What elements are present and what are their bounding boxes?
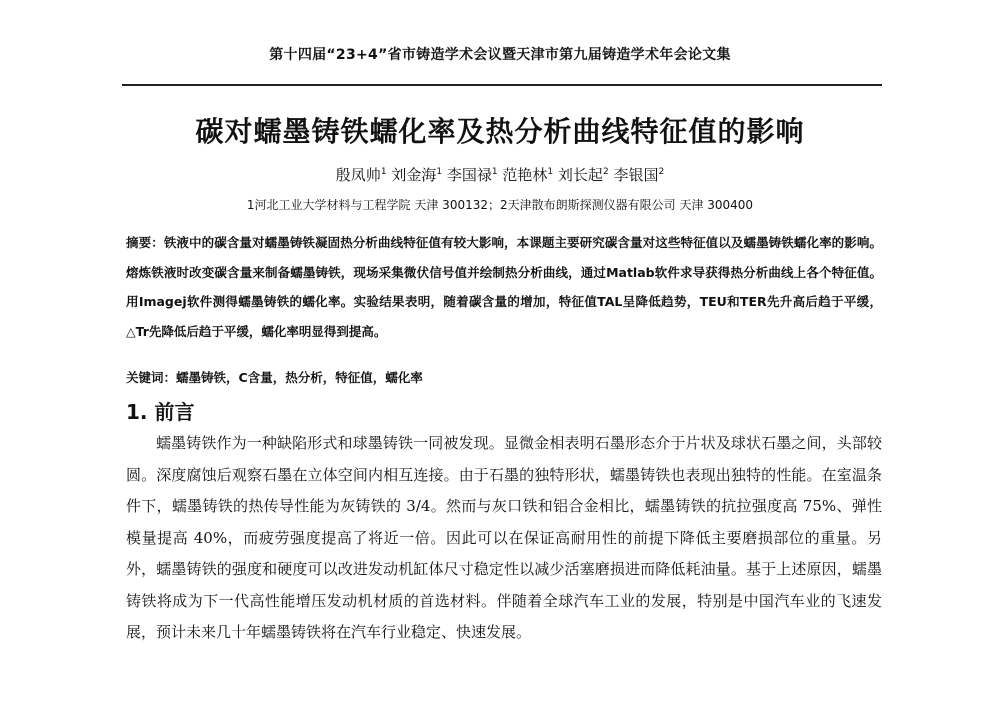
abstract-text: 铁液中的碳含量对蠕墨铸铁凝固热分析曲线特征值有较大影响，本课题主要研究碳含量对这些特征值以及蠕墨铸铁蠕化率的影响。熔炼铁液时改变碳含量来制备蠕墨铸铁，现场采集微伏信号值并绘制热分析曲线，通过Matlab软件求导获得热分析曲线上各个特征值。用Imagej软件测得蠕墨铸铁的蠕化率。实验结果表明，随着碳含量的增加，特征值TAL呈降低趋势，TEU和TER先升高后趋于平缓，△Tr先降低后趋于平缓，蠕化率明显得到提高。: [126, 235, 882, 339]
author-affiliation-mark: 2: [602, 167, 609, 177]
header-rule: [122, 84, 882, 86]
author-name: 殷凤帅: [335, 166, 381, 184]
abstract: [126, 228, 882, 346]
author-affiliation-mark: 1: [547, 167, 554, 177]
author-list: [250, 164, 750, 185]
keywords-label: 关键词：: [126, 370, 177, 385]
author-affiliation-mark: 1: [436, 167, 443, 177]
running-header: 第十四届“23+4”省市铸造学术会议暨天津市第九届铸造学术年会论文集: [269, 47, 731, 63]
author-name: 刘金海: [391, 166, 437, 184]
affiliations: 1河北工业大学材料与工程学院 天津 300132；2天津散布朗斯探测仪器有限公司 天津 300400: [246, 198, 754, 212]
author-name: 李银国: [613, 166, 659, 184]
author-affiliation-mark: 1: [380, 167, 387, 177]
abstract-label: 摘要：: [126, 235, 164, 250]
author-affiliation-mark: 2: [658, 167, 665, 177]
section-body-paragraph: 蠕墨铸铁作为一种缺陷形式和球墨铸铁一同被发现。显微金相表明石墨形态介于片状及球状石墨之间，头部较圆。深度腐蚀后观察石墨在立体空间内相互连接。由于石墨的独特形状，蠕墨铸铁也表现出独特的性能。在室温条件下，蠕墨铸铁的热传导性能为灰铸铁的 3/4。然而与灰口铁和铝合金相比，蠕墨铸铁的抗拉强度高 75%、弹性模量提高 40%，而疲劳强度提高了将近一倍。因此可以在保证高耐用性的前提下降低主要磨损部位的重量。另外，蠕墨铸铁的强度和硬度可以改进发动机缸体尺寸稳定性以减少活塞磨损进而降低耗油量。基于上述原因，蠕墨铸铁将成为下一代高性能增压发动机材质的首选材料。伴随着全球汽车工业的发展，特别是中国汽车业的飞速发展，预计未来几十年蠕墨铸铁将在汽车行业稳定、快速发展。: [126, 434, 882, 641]
paper-title: 碳对蠕墨铸铁蠕化率及热分析曲线特征值的影响: [195, 115, 805, 148]
keywords: [126, 368, 882, 386]
author-affiliation-mark: 1: [491, 167, 498, 177]
author-name: 李国禄: [446, 166, 492, 184]
section-heading: 1. 前言: [126, 400, 195, 424]
author-name: 范艳林: [502, 166, 548, 184]
author-name: 刘长起: [557, 166, 603, 184]
keywords-text: 蠕墨铸铁，C含量，热分析，特征值，蠕化率: [176, 370, 423, 385]
